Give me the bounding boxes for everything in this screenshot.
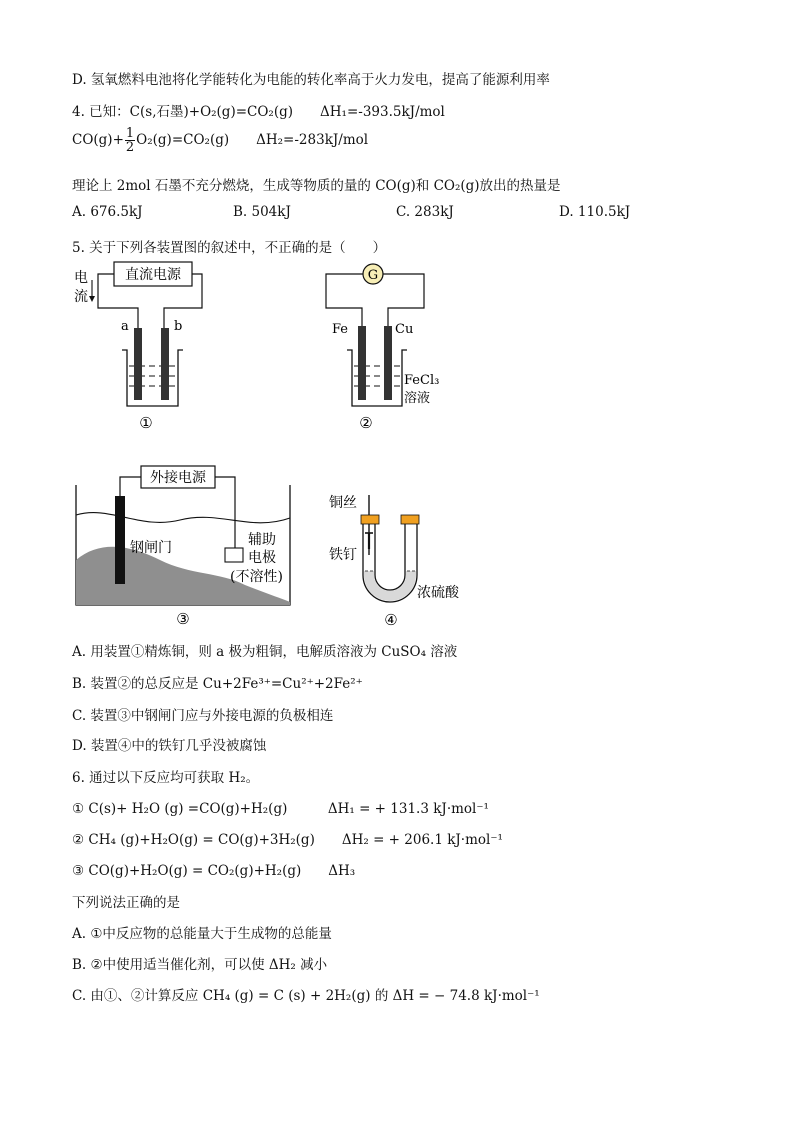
q4-stem: 4. 已知：C(s,石墨)+O₂(g)=CO₂(g) ΔH₁=-393.5kJ/mol	[72, 104, 445, 120]
left-stopper	[361, 515, 379, 524]
cu-label: Cu	[395, 322, 414, 337]
acid-label: 浓硫酸	[417, 585, 459, 601]
steel-gate	[115, 496, 125, 584]
q6-option-a[interactable]: A. ①中反应物的总能量大于生成物的总能量	[72, 926, 332, 942]
water-surface	[76, 513, 290, 523]
q6-stem: 6. 通过以下反应均可获取 H₂。	[72, 770, 260, 786]
q4-option-c[interactable]: C. 283kJ	[396, 204, 454, 220]
frac-denominator: 2	[125, 140, 135, 155]
q5-stem: 5. 关于下列各装置图的叙述中，不正确的是（ ）	[72, 240, 387, 256]
q4-equation-2	[72, 127, 368, 154]
galvanometer-label: G	[367, 268, 379, 283]
q5-option-c[interactable]: C. 装置③中钢闸门应与外接电源的负极相连	[72, 708, 334, 724]
figure-2-number: ②	[359, 414, 373, 432]
q6-reaction-2: ② CH₄ (g)+H₂O(g) = CO(g)+3H₂(g) ΔH₂ = + 206.1 kJ·mol⁻¹	[72, 832, 503, 848]
aux-label-3: (不溶性)	[230, 569, 283, 585]
option-d-previous: D. 氢氧燃料电池将化学能转化为电能的转化率高于火力发电，提高了能源利用率	[72, 72, 550, 88]
q6-question: 下列说法正确的是	[72, 895, 180, 911]
figure-3-number: ③	[176, 610, 190, 628]
q4-option-d[interactable]: D. 110.5kJ	[559, 204, 631, 220]
current-label-1: 电	[74, 270, 88, 286]
iron-nail-label: 铁钉	[329, 547, 357, 563]
q6-option-c[interactable]: C. 由①、②计算反应 CH₄ (g) = C (s) + 2H₂(g) 的 ΔH = − 74.8 kJ·mol⁻¹	[72, 988, 540, 1004]
copper-wire-label: 铜丝	[329, 495, 357, 511]
electrode-b	[161, 328, 169, 400]
q5-option-a[interactable]: A. 用装置①精炼铜，则 a 极为粗铜，电解质溶液为 CuSO₄ 溶液	[72, 644, 458, 660]
aux-label-2: 电极	[248, 550, 276, 566]
q6-reaction-3: ③ CO(g)+H₂O(g) = CO₂(g)+H₂(g) ΔH₃	[72, 863, 356, 879]
electrode-a-label: a	[121, 319, 129, 334]
q5-option-b[interactable]: B. 装置②的总反应是 Cu+2Fe³⁺=Cu²⁺+2Fe²⁺	[72, 676, 363, 692]
frac-numerator: 1	[125, 126, 135, 141]
figure-4-u-tube	[325, 485, 475, 630]
figure-1-number: ①	[139, 414, 153, 432]
solution-label-2: 溶液	[404, 391, 431, 406]
dc-power-label: 直流电源	[125, 267, 181, 283]
q4-eq2-left: CO(g)+	[72, 132, 124, 148]
fe-electrode	[358, 326, 366, 400]
q5-option-d[interactable]: D. 装置④中的铁钉几乎没被腐蚀	[72, 738, 267, 754]
figure-1-electrolysis	[70, 258, 220, 438]
q6-reaction-1: ① C(s)+ H₂O (g) =CO(g)+H₂(g) ΔH₁ = + 131.3 kJ·mol⁻¹	[72, 801, 489, 817]
cu-electrode	[384, 326, 392, 400]
electrode-a	[134, 328, 142, 400]
q4-question: 理论上 2mol 石墨不充分燃烧，生成等物质的量的 CO(g)和 CO₂(g)放出的热量是	[72, 178, 561, 194]
aux-label-1: 辅助	[248, 532, 276, 548]
figure-4-number: ④	[384, 611, 398, 629]
q4-eq2-right: O₂(g)=CO₂(g) ΔH₂=-283kJ/mol	[136, 132, 369, 148]
u-tube-inner	[375, 524, 405, 590]
q4-option-b[interactable]: B. 504kJ	[233, 204, 291, 220]
electrode-b-label: b	[174, 319, 183, 334]
figure-2-galvanic-cell	[322, 258, 462, 438]
external-power-label: 外接电源	[150, 470, 206, 486]
half-fraction	[125, 127, 135, 154]
current-label-2: 流	[74, 289, 88, 305]
solution-label-1: FeCl₃	[404, 373, 440, 388]
figure-3-cathodic-protection	[70, 460, 296, 630]
beaker	[122, 350, 183, 406]
steel-gate-label: 钢闸门	[130, 540, 172, 556]
q6-option-b[interactable]: B. ②中使用适当催化剂，可以使 ΔH₂ 减小	[72, 957, 328, 973]
sulfuric-acid	[364, 571, 416, 601]
auxiliary-electrode	[225, 548, 243, 562]
right-stopper	[401, 515, 419, 524]
beaker	[347, 350, 407, 406]
fe-label: Fe	[332, 322, 349, 337]
q4-option-a[interactable]: A. 676.5kJ	[72, 204, 143, 220]
